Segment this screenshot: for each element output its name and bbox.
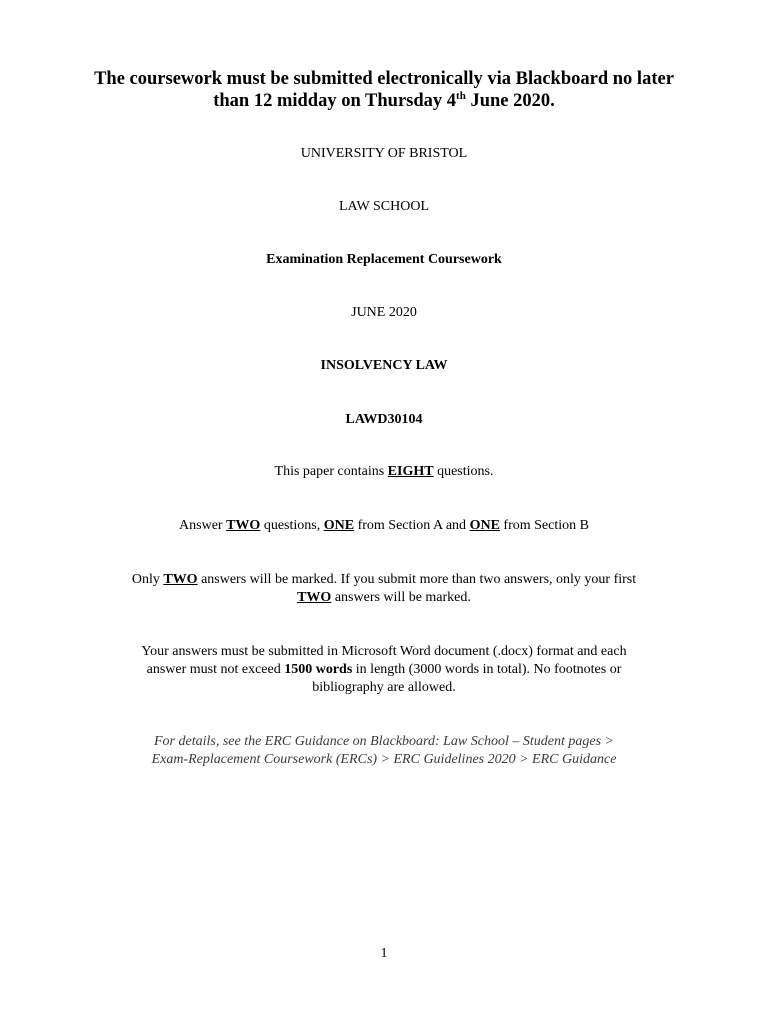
format-instruction-line1: Your answers must be submitted in Microsoft Word document (.docx) format and each <box>141 644 627 659</box>
deadline-heading-line1 <box>0 68 768 90</box>
page-number: 1 <box>380 946 388 961</box>
deadline-text-2: than 12 midday on Thursday 4 <box>213 91 457 111</box>
marking-instruction-line2: TWO answers will be marked. <box>297 590 471 605</box>
deadline-heading-line2 <box>0 90 768 112</box>
deadline-text-3: June 2020. <box>465 91 555 111</box>
deadline-text-1: The coursework must be submitted electronically via Blackboard no later <box>94 69 674 89</box>
paper-contents-statement: This paper contains EIGHT questions. <box>274 464 494 479</box>
answer-instruction: Answer TWO questions, ONE from Section A and ONE from Section B <box>179 518 589 533</box>
date-ordinal-suffix: th <box>456 89 466 102</box>
format-instruction-line2: answer must not exceed 1500 words in length (3000 words in total). No footnotes or <box>146 662 622 677</box>
module-code: LAWD30104 <box>345 412 423 427</box>
institution-name: UNIVERSITY OF BRISTOL <box>300 146 468 161</box>
exam-type: Examination Replacement Coursework <box>266 252 502 267</box>
format-instruction-line3: bibliography are allowed. <box>312 680 456 695</box>
guidance-note-line1: For details, see the ERC Guidance on Blackboard: Law School – Student pages > <box>154 734 614 749</box>
exam-date: JUNE 2020 <box>351 305 417 320</box>
question-count: EIGHT <box>387 464 434 479</box>
marking-instruction-line1: Only TWO answers will be marked. If you submit more than two answers, only your first <box>131 572 637 587</box>
word-limit: 1500 words <box>284 662 353 677</box>
guidance-note-line2: Exam-Replacement Coursework (ERCs) > ERC Guidelines 2020 > ERC Guidance <box>151 752 617 767</box>
module-title: INSOLVENCY LAW <box>320 358 448 373</box>
school-name: LAW SCHOOL <box>338 199 429 214</box>
